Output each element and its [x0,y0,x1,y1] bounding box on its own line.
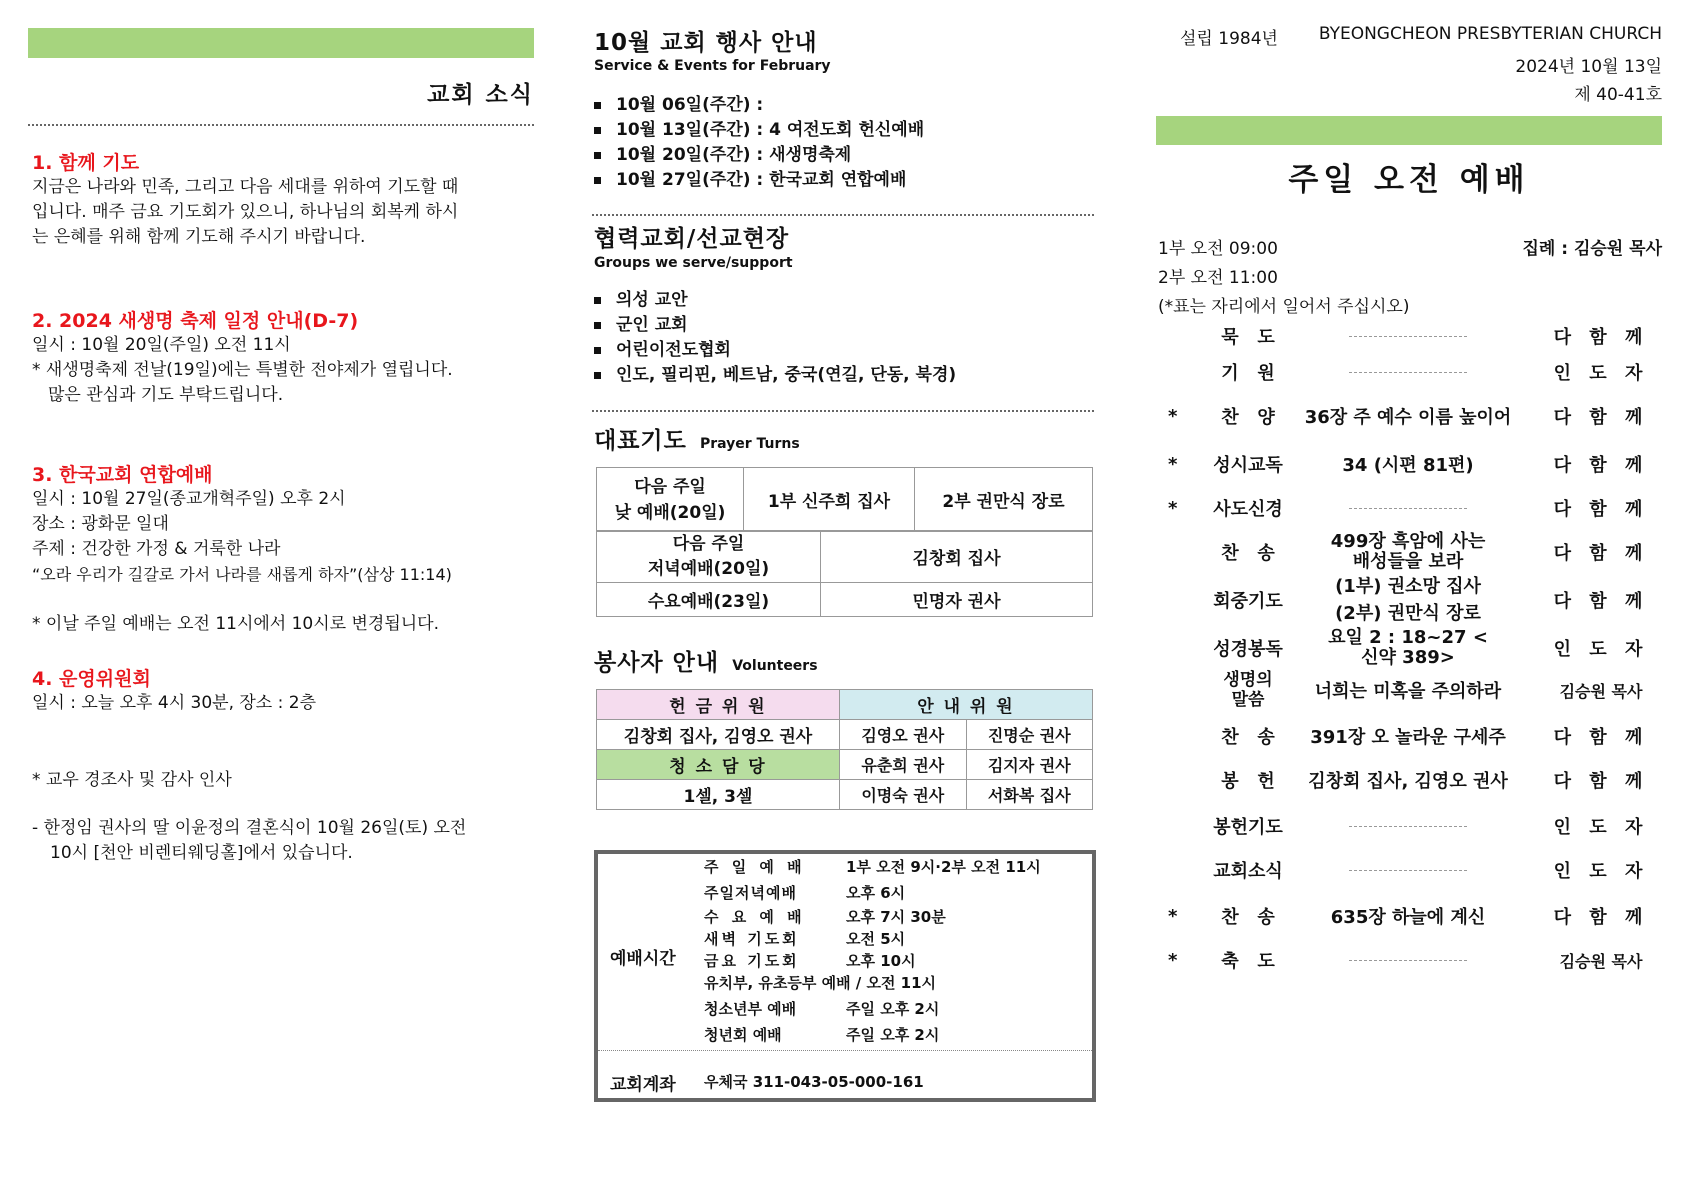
missions-title: 협력교회/선교현장 [594,226,790,252]
schedule-time: 오후 10시 [846,952,916,970]
list-item: 인도, 필리핀, 베트남, 중국(연길, 단동, 북경) [592,363,1094,388]
volunteers-title: 봉사자 안내 [594,650,720,676]
schedule-label: 예배시간 [610,949,676,969]
list-item: 10월 06일(주간) : [592,93,1094,118]
stand-marker: * [1168,405,1178,427]
usher-header: 안 내 위 원 [840,690,1093,720]
schedule-row [704,1024,1084,1048]
list-item: 어린이전도협회 [592,338,1094,363]
stand-marker [1168,850,1182,890]
schedule-name: 주일저녁예배 [704,884,797,902]
text-line: 낮 예배(20일) [614,502,726,523]
page-title: 교회 소식 [427,82,534,108]
order-label: 봉헌기도 [1213,817,1283,838]
stand-marker [1168,716,1182,756]
stand-marker: * [1168,905,1178,927]
order-responder: 다 함 께 [1553,543,1649,564]
events-list [592,93,1094,193]
missions-list [592,288,1094,388]
order-label: 찬 송 [1221,543,1275,564]
schedule-row [704,998,1084,1024]
cleaning-members: 1셀, 3셀 [597,780,840,810]
order-responder: 다 함 께 [1553,771,1649,792]
order-row [1156,628,1662,668]
worship-title: 주일 오전 예배 [1288,162,1530,198]
text-line: 입니다. 매주 금요 기도회가 있으니, 하나님의 회복케 하시 [32,202,459,222]
label-line: 생명의 [1223,670,1273,690]
stand-marker [1168,532,1182,572]
list-item: 10월 20일(주간) : 새생명축제 [592,143,1094,168]
prayer-label: 수요예배(23일) [597,583,821,617]
order-responder: 다 함 께 [1553,727,1649,748]
text-line: 저녁예배(20일) [647,558,770,579]
prayer-heading [594,422,800,455]
bulletin-date: 2024년 10월 13일 [1515,57,1662,77]
order-content [1280,576,1536,624]
news-section-3 [32,460,534,637]
order-label: 사도신경 [1213,499,1283,520]
list-item: 의성 교안 [592,288,1094,313]
text-line: - 한정임 권사의 딸 이윤정의 결혼식이 10월 26일(토) 오전 [32,818,467,838]
order-content: 34 (시편 81편) [1342,455,1474,476]
schedule-time: 오전 5시 [846,930,906,948]
order-content: 36장 주 예수 이름 높이어 [1304,407,1512,428]
events-subtitle: Service & Events for February [594,58,831,74]
offering-members: 김창회 집사, 김영오 권사 [597,720,840,750]
accent-bar [28,28,534,58]
account-value: 우체국 311-043-05-000-161 [704,1073,924,1091]
divider [28,124,534,126]
text-line: 다음 주일 [672,533,745,554]
prayer-second: 2부 권만식 장로 [915,468,1093,532]
missions-subtitle: Groups we serve/support [594,255,793,271]
order-content: 391장 오 놀라운 구세주 [1310,727,1506,748]
usher-member: 김지자 권사 [966,750,1093,780]
established: 설립 1984년 [1180,29,1278,49]
order-row [1156,850,1662,890]
order-row [1156,896,1662,936]
schedule-row [704,972,1084,998]
prayer-subtitle: Prayer Turns [699,436,800,452]
order-content [1280,940,1536,980]
order-label: 교회소식 [1213,861,1283,882]
schedule-row [704,856,1084,882]
news-section-1 [32,148,534,250]
service-time-2: 2부 오전 11:00 [1158,268,1278,288]
issue-number: 제 40-41호 [1574,85,1662,105]
order-content: 635장 하늘에 계신 [1330,907,1486,928]
service-time-1: 1부 오전 09:00 [1158,239,1278,259]
order-responder: 김승원 목사 [1559,681,1643,701]
usher-member: 이명숙 권사 [840,780,967,810]
text-line: * 이날 주일 예배는 오전 11시에서 10시로 변경됩니다. [32,614,440,634]
order-row [1156,716,1662,756]
order-row [1156,760,1662,800]
section-title: 1. 함께 기도 [32,152,140,174]
label-line: 말씀 [1231,690,1265,710]
order-responder: 인 도 자 [1553,363,1649,384]
order-responder: 인 도 자 [1553,861,1649,882]
schedule-time: 오후 6시 [846,884,906,902]
order-responder: 인 도 자 [1553,817,1649,838]
schedule-name: 새벽 기도회 [704,930,800,948]
section-title: 3. 한국교회 연합예배 [32,464,213,486]
order-responder: 다 함 께 [1553,591,1649,612]
schedule-time: 주일 오후 2시 [846,1000,940,1018]
prayer-first: 1부 신주희 집사 [744,468,915,532]
order-content [1280,806,1536,846]
schedule-time: 주일 오후 2시 [846,1026,940,1044]
schedule-name: 청년회 예배 [704,1026,782,1044]
stand-marker [1168,806,1182,846]
order-row [1156,316,1662,356]
order-row [1156,352,1662,392]
text-line: 10시 [천안 비렌티웨딩홀]에서 있습니다. [50,843,353,863]
text-line: 장소 : 광화문 일대 [32,514,169,534]
order-row [1156,576,1662,624]
order-responder: 다 함 께 [1553,907,1649,928]
usher-member: 진명순 권사 [966,720,1093,750]
stand-marker [1168,580,1182,620]
condolence-section [32,768,534,866]
text-line: 일시 : 10월 27일(종교개혁주일) 오후 2시 [32,489,346,509]
text-line: 지금은 나라와 민족, 그리고 다음 세대를 위하여 기도할 때 [32,177,459,197]
order-content: 너희는 미혹을 주의하라 [1314,681,1502,702]
cleaning-header: 청 소 담 당 [597,750,840,780]
stand-note: (*표는 자리에서 일어서 주십시오) [1158,297,1410,317]
order-row [1156,670,1662,710]
order-content: 요일 2 : 18~27 <신약 389> [1328,627,1488,668]
prayer-wednesday: 민명자 권사 [821,583,1093,617]
condolence-title: * 교우 경조사 및 감사 인사 [32,770,232,790]
stand-marker [1168,760,1182,800]
stand-marker [1168,628,1182,668]
order-label: 찬 송 [1221,727,1275,748]
order-label: 찬 송 [1221,907,1275,928]
dashed-placeholder [1349,826,1467,827]
schedule-name: 주 일 예 배 [704,858,806,876]
volunteers-table [596,689,1093,810]
stand-marker: * [1168,949,1178,971]
volunteers-heading [594,644,818,677]
content-line: (2부) 권만식 장로 [1335,603,1481,624]
usher-member: 김영오 권사 [840,720,967,750]
text-line: 많은 관심과 기도 부탁드립니다. [48,385,284,405]
order-label: 묵 도 [1221,327,1275,348]
divider [598,1050,1092,1051]
order-row [1156,488,1662,528]
prayer-table-2 [596,530,1093,617]
news-section-4 [32,664,534,716]
stand-marker: * [1168,497,1178,519]
order-label: 성경봉독 [1213,639,1283,660]
schedule-row [704,928,1084,950]
schedule-row [704,882,1084,906]
text-line: 다음 주일 [634,476,706,497]
church-name: BYEONGCHEON PRESBYTERIAN CHURCH [1318,24,1662,44]
text-line [32,587,534,612]
section-title: 4. 운영위원회 [32,668,151,690]
prayer-title: 대표기도 [594,428,687,454]
order-responder: 다 함 께 [1553,407,1649,428]
order-label: 회중기도 [1213,591,1283,612]
schedule-name: 금요 기도회 [704,952,800,970]
text-line: 는 은혜를 위해 함께 기도해 주시기 바랍니다. [32,227,366,247]
schedule-list [704,856,1084,1048]
section-title: 2. 2024 새생명 축제 일정 안내(D-7) [32,310,359,332]
schedule-box [594,850,1096,1102]
service-leader: 집례 : 김승원 목사 [1522,239,1662,259]
order-responder: 다 함 께 [1553,499,1649,520]
schedule-name: 청소년부 예배 [704,1000,797,1018]
list-item: 10월 27일(주간) : 한국교회 연합예배 [592,168,1094,193]
text-line: 주제 : 건강한 가정 & 거룩한 나라 [32,539,281,559]
order-row [1156,444,1662,484]
order-responder: 김승원 목사 [1559,951,1643,971]
order-content: 김창회 집사, 김영오 권사 [1308,771,1508,792]
usher-member: 서화복 집사 [966,780,1093,810]
order-responder: 인 도 자 [1553,639,1649,660]
order-row [1156,532,1662,572]
stand-marker [1168,316,1182,356]
dashed-placeholder [1349,960,1467,961]
prayer-table [596,467,1093,532]
prayer-label [597,468,744,532]
divider [592,410,1094,412]
schedule-time: 1부 오전 9시·2부 오전 11시 [846,858,1041,876]
order-content [1280,850,1536,890]
order-content [1280,352,1536,392]
order-label: 찬 양 [1221,407,1275,428]
schedule-row [704,906,1084,928]
dashed-placeholder [1349,372,1467,373]
content-line: (1부) 권소망 집사 [1335,576,1481,597]
stand-marker [1168,670,1182,710]
order-content [1280,488,1536,528]
usher-member: 유춘희 권사 [840,750,967,780]
dashed-placeholder [1349,336,1467,337]
accent-bar [1156,116,1662,145]
divider [592,214,1094,216]
order-row [1156,806,1662,846]
prayer-label [597,531,821,583]
offering-header: 헌 금 위 원 [597,690,840,720]
schedule-name: 유치부, 유초등부 예배 / 오전 11시 [704,974,937,992]
dashed-placeholder [1349,870,1467,871]
text-line: 일시 : 오늘 오후 4시 30분, 장소 : 2층 [32,693,316,713]
dashed-placeholder [1349,508,1467,509]
order-label: 봉 헌 [1221,771,1275,792]
schedule-name: 수 요 예 배 [704,908,806,926]
schedule-row [704,950,1084,972]
events-title: 10월 교회 행사 안내 [594,30,818,56]
stand-marker [1168,352,1182,392]
schedule-time: 오후 7시 30분 [846,908,946,926]
stand-marker: * [1168,453,1178,475]
order-content: 499장 흑암에 사는 배성들을 보라 [1330,531,1486,572]
order-content [1280,316,1536,356]
volunteers-subtitle: Volunteers [732,658,818,674]
order-label: 성시교독 [1213,455,1283,476]
text-line: * 새생명축제 전날(19일)에는 특별한 전야제가 열립니다. [32,360,453,380]
prayer-evening: 김창회 집사 [821,531,1093,583]
order-responder: 다 함 께 [1553,455,1649,476]
order-row [1156,396,1662,436]
order-responder: 다 함 께 [1553,327,1649,348]
text-line: 일시 : 10월 20일(주일) 오전 11시 [32,335,291,355]
order-label: 축 도 [1221,951,1275,972]
account-label: 교회계좌 [610,1075,676,1095]
list-item: 10월 13일(주간) : 4 여전도회 헌신예배 [592,118,1094,143]
text-line: “오라 우리가 길갈로 가서 나라를 새롭게 하자”(삼상 11:14) [32,565,452,584]
news-section-2 [32,306,534,408]
order-row [1156,940,1662,980]
order-label: 기 원 [1221,363,1275,384]
list-item: 군인 교회 [592,313,1094,338]
